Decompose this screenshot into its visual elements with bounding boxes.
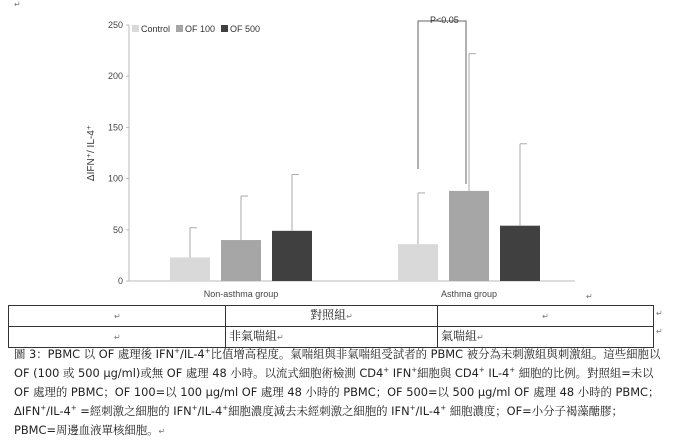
table-cell: 非氣喘組↵: [226, 327, 438, 348]
asthma-group-cell: 氣喘組: [441, 329, 478, 343]
legend-label: Control: [141, 24, 171, 34]
bar: [221, 240, 261, 281]
table-cell: 氣喘組↵: [438, 327, 654, 348]
bars: [170, 191, 540, 281]
significance-label: P<0.05: [430, 15, 459, 25]
y-ticks: [108, 20, 129, 286]
category-label: Asthma group: [440, 289, 498, 299]
legend-swatch: [132, 25, 139, 32]
table-cell: ↵: [9, 327, 226, 348]
legend-swatch: [221, 25, 228, 32]
category-label: Non-asthma group: [203, 289, 279, 299]
legend-swatch: [176, 25, 183, 32]
table-cell: ↵: [438, 306, 654, 327]
legend-label: OF 100: [185, 24, 216, 34]
bar: [449, 191, 489, 281]
bar: [170, 257, 210, 281]
table-row: [9, 306, 654, 327]
y-tick-label: 250: [107, 20, 123, 30]
legend-label: OF 500: [230, 24, 261, 34]
y-tick-label: 200: [107, 71, 123, 82]
category-labels: [204, 289, 497, 299]
figure-caption: 圖 3：PBMC 以 OF 處理後 IFN+/IL-4+比值增高程度。氣喘組與非氣喘組受試者的 PBMC 被分為未刺激組與刺激組。這些細胞以 OF (100 或 500 μg/ml)或無 OF 處理 48 小時。以流式細胞術檢測 CD4+ IFN+細胞與 CD4+ IL-4+ 細胞的比例。對照組=未以 OF 處理的 PBMC；OF 100=以 100 μg/ml OF 處理 48 小時的 PBMC；OF 500=以 500 μg/ml OF 處理 48 小時的 PBMC；ΔIFN+/IL-4+ =經刺激之細胞的 IFN+/IL-4+細胞濃度減去未經刺激之細胞的 IFN+/IL-4+ 細胞濃度；OF=小分子褐藻醣膠；PBMC=周邊血液單核細胞。↵: [14, 347, 661, 437]
bar: [500, 226, 540, 281]
significance-bracket: [418, 15, 466, 184]
row-end-mark: ↵: [656, 309, 663, 318]
y-tick-label: 50: [112, 224, 123, 235]
paragraph-mark: ↵: [586, 292, 593, 301]
control-group-cell: 對照組: [310, 308, 347, 322]
table-cell: 對照組↵: [226, 306, 438, 327]
y-tick-label: 100: [107, 173, 123, 184]
y-tick-label: 150: [107, 122, 123, 133]
row-end-mark: ↵: [656, 327, 663, 336]
y-axis-label: ΔIFN⁺/ IL-4⁺: [86, 124, 97, 182]
y-tick-label: 0: [117, 276, 123, 286]
paragraph-mark: ↵: [14, 0, 21, 9]
group-table: [8, 305, 654, 348]
table-cell: ↵: [9, 306, 226, 327]
bar: [398, 244, 438, 281]
legend: [132, 24, 260, 34]
bar: [272, 231, 312, 281]
non-asthma-group-cell: 非氣喘組: [229, 329, 278, 343]
